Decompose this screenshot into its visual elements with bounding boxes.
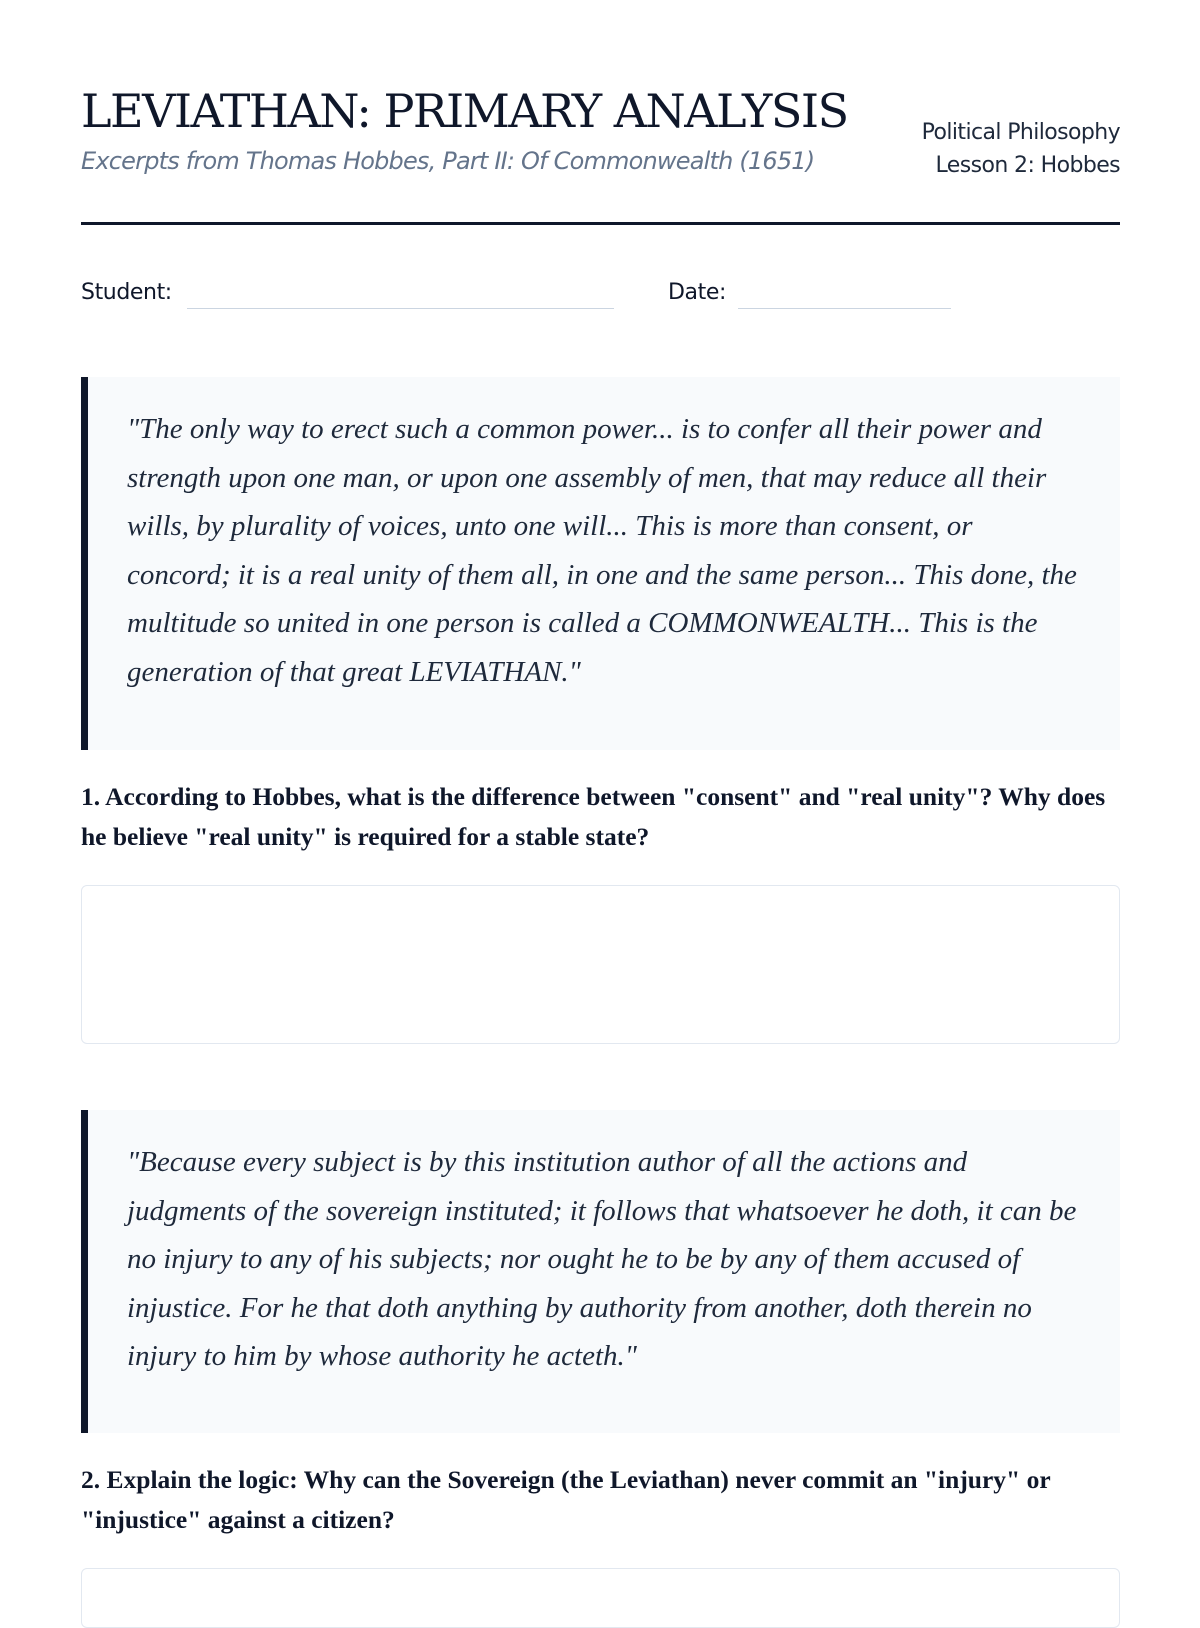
page-subtitle: Excerpts from Thomas Hobbes, Part II: Of Commonwealth (1651)	[81, 147, 815, 175]
question-2: 2. Explain the logic: Why can the Sovereign (the Leviathan) never commit an "injury" or "injustice" against a citizen?	[81, 1465, 1051, 1534]
quote-block-1	[81, 377, 1120, 750]
page-title: LEVIATHAN: PRIMARY ANALYSIS	[81, 84, 848, 138]
lesson-name: Lesson 2: Hobbes	[935, 153, 1120, 178]
student-name-line[interactable]	[187, 308, 614, 309]
date-label: Date:	[668, 280, 726, 305]
worksheet-header	[81, 80, 1120, 225]
quote-text-1: "The only way to erect such a common power... is to confer all their power and strength upon one man, or upon one assembly of men, that may reduce all their wills, by plurality of voices, unto one will... This is more than consent, or concord; it is a real unity of them all, in one and the same person... This done, the multitude so united in one person is called a COMMONWEALTH... This is the generation of that great LEVIATHAN."	[127, 413, 1077, 688]
answer-box-2[interactable]	[81, 1568, 1120, 1628]
course-name: Political Philosophy	[921, 120, 1120, 145]
question-1: 1. According to Hobbes, what is the difference between "consent" and "real unity"? Why does he believe "real unity" is required for a stable state?	[81, 782, 1106, 851]
student-info-fields	[81, 278, 1120, 314]
quote-block-2	[81, 1110, 1120, 1433]
quote-text-2: "Because every subject is by this institution author of all the actions and judgments of the sovereign instituted; it follows that whatsoever he doth, it can be no injury to any of his subjects; nor ought he to be by any of them accused of injustice. For he that doth anything by authority from another, doth therein no injury to him by whose authority he acteth."	[127, 1146, 1077, 1372]
course-info	[922, 116, 1120, 182]
date-line[interactable]	[738, 308, 951, 309]
answer-box-1[interactable]	[81, 885, 1120, 1044]
student-label: Student:	[81, 280, 172, 305]
